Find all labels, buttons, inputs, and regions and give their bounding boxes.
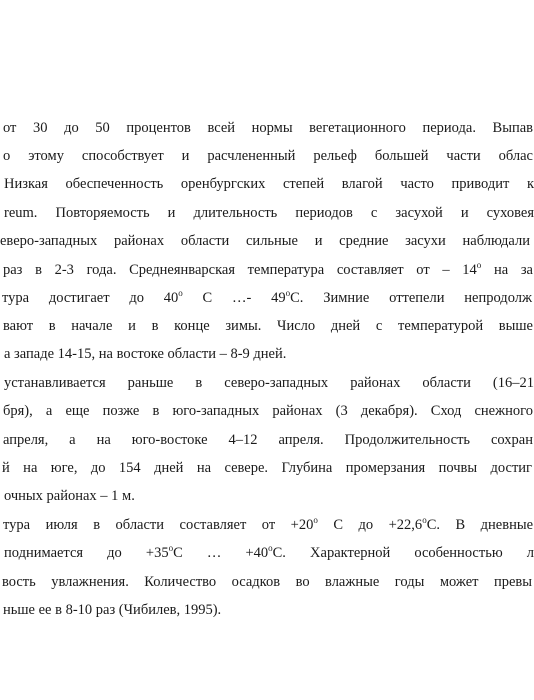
text-line xyxy=(3,260,533,280)
text-line-content xyxy=(4,488,135,504)
text-line-content xyxy=(3,260,533,280)
text-run: С. Зимние оттепели непродолж xyxy=(290,290,533,306)
text-line-content xyxy=(3,146,533,166)
text-run: поднимается до +35 xyxy=(4,545,169,561)
degree-superscript: o xyxy=(476,260,482,270)
text-run: раз в 2-3 года. Среднеянварская температура составляет от – 14 xyxy=(3,262,477,278)
text-line-content xyxy=(3,515,533,535)
text-line xyxy=(0,231,530,251)
text-line-content xyxy=(3,602,221,618)
text-run: на за xyxy=(481,262,533,278)
text-run: устанавливается раньше в северо-западных районах области (16–21 xyxy=(4,375,534,391)
text-line-content xyxy=(3,118,533,138)
text-run: С. Характерной особенностью л xyxy=(272,545,534,561)
text-run: тура июля в области составляет от +20 xyxy=(3,517,314,533)
text-run: тура достигает до 40 xyxy=(2,290,179,306)
text-line xyxy=(4,486,174,506)
text-run: ньше ее в 8-10 раз (Чибилев, 1995). xyxy=(3,602,222,618)
text-line xyxy=(3,600,263,620)
text-line xyxy=(4,373,534,393)
text-run: Низкая обеспеченность оренбургских степей влагой часто приводит к xyxy=(4,176,534,192)
text-line xyxy=(2,572,532,592)
text-line xyxy=(3,401,533,421)
text-run: С …- 49 xyxy=(182,290,286,306)
text-line xyxy=(4,344,334,364)
text-line xyxy=(4,203,534,223)
text-line xyxy=(3,118,533,138)
text-run: С. В дневные xyxy=(426,517,534,533)
text-line-content xyxy=(3,316,533,336)
degree-superscript: o xyxy=(313,515,318,525)
text-line-content xyxy=(2,572,532,592)
text-line-content xyxy=(0,231,530,251)
text-run: бря), а еще позже в юго-западных районах (3 декабря). Сход снежного xyxy=(3,403,533,419)
text-run: от 30 до 50 процентов всей нормы вегетационного периода. Выпав xyxy=(3,120,533,136)
text-run: о этому способствует и расчлененный рельеф большей части облас xyxy=(3,148,533,164)
text-line xyxy=(3,316,533,336)
text-run: вают в начале и в конце зимы. Число дней с температурой выше xyxy=(3,318,533,334)
text-run: еверо-западных районах области сильные и средние засухи наблюдали xyxy=(0,233,530,249)
text-line-content xyxy=(3,430,533,450)
text-run: очных районах – 1 м. xyxy=(4,488,135,504)
degree-superscript: o xyxy=(285,288,291,298)
degree-superscript: o xyxy=(178,288,183,298)
text-line-content xyxy=(4,373,534,393)
text-line xyxy=(2,288,532,308)
degree-superscript: o xyxy=(422,515,427,525)
text-line-content xyxy=(3,401,533,421)
text-line xyxy=(4,174,534,194)
text-line-content xyxy=(2,458,532,478)
text-run: вость увлажнения. Количество осадков во влажные годы может превы xyxy=(2,574,532,590)
text-line-content xyxy=(2,288,532,308)
degree-superscript: o xyxy=(268,543,273,553)
text-run: reum. Повторяемость и длительность периодов с засухой и суховея xyxy=(4,205,534,221)
text-line xyxy=(3,515,533,535)
text-line xyxy=(4,543,534,563)
text-line-content xyxy=(4,174,534,194)
text-run: апреля, а на юго-востоке 4–12 апреля. Продолжительность сохран xyxy=(3,432,533,448)
text-line-content xyxy=(4,346,286,362)
text-line xyxy=(2,458,532,478)
text-line-content xyxy=(4,543,534,563)
text-line xyxy=(3,146,533,166)
text-run: С до +22,6 xyxy=(317,517,423,533)
text-run: С … +40 xyxy=(173,545,269,561)
text-line xyxy=(3,430,533,450)
text-run: а западе 14-15, на востоке области – 8-9 дней. xyxy=(4,346,287,362)
text-run: й на юге, до 154 дней на севере. Глубина промерзания почвы достиг xyxy=(2,460,532,476)
text-line-content xyxy=(4,203,534,223)
degree-superscript: o xyxy=(168,543,174,553)
